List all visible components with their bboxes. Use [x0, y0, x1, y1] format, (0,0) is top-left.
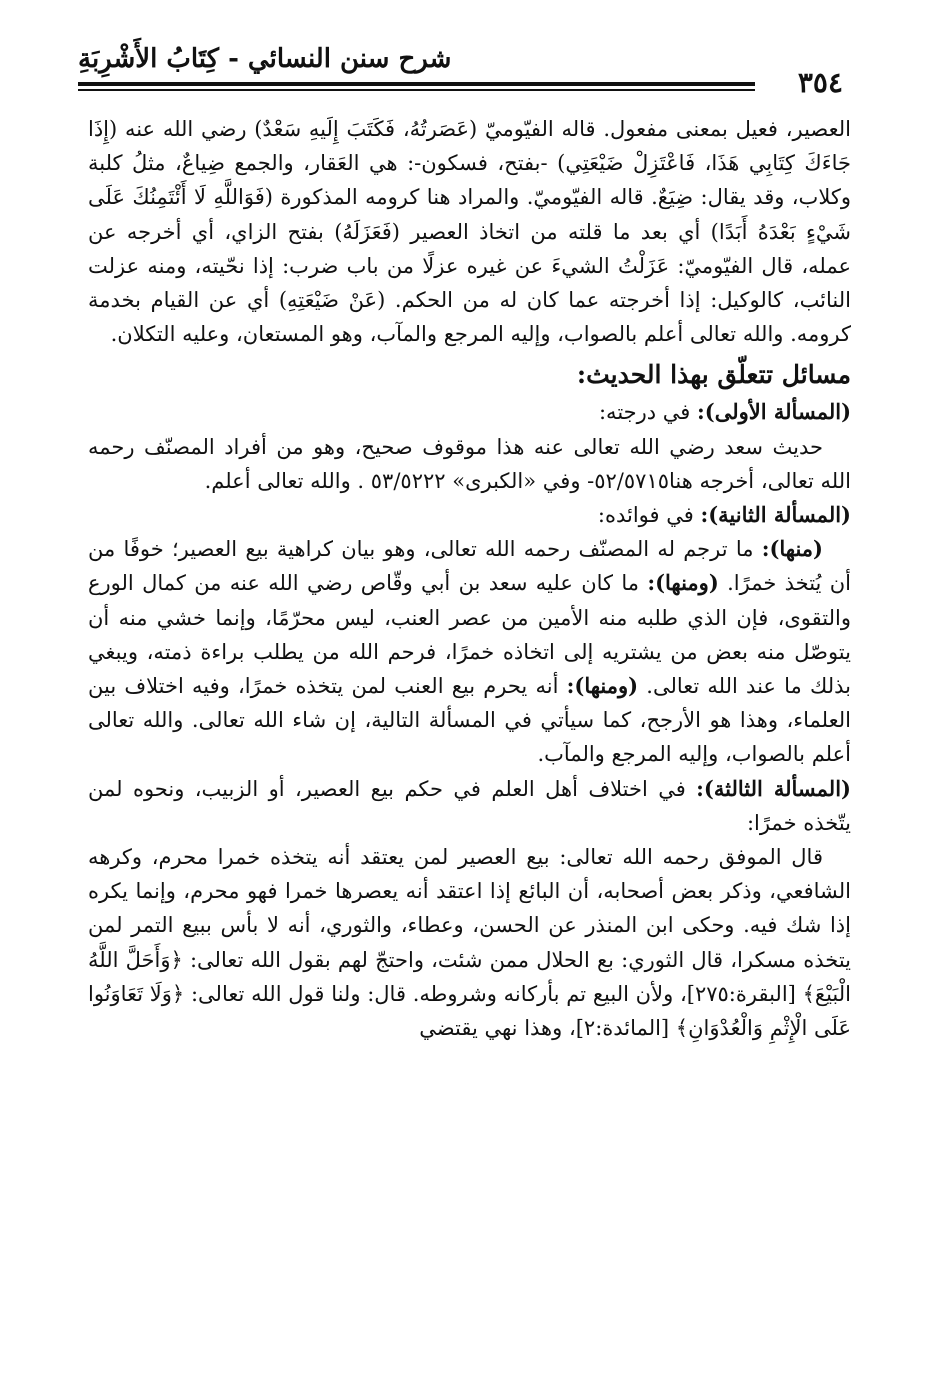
issue-3-text: في اختلاف أهل العلم في حكم بيع العصير، أو الزبيب، ونحوه لمن يتّخذه خمرًا:: [88, 776, 851, 835]
section-heading: مسائل تتعلّق بهذا الحديث:: [576, 360, 851, 390]
issue-2-text: في فوائده:: [597, 503, 694, 528]
benefit-2-label: (ومنها):: [647, 570, 719, 596]
issue-1: [88, 395, 851, 429]
benefit-1-label: (منها):: [761, 536, 823, 562]
paragraph-commentary: العصير، فعيل بمعنى مفعول. قاله الفيّوميّ (عَصَرتُهُ، فَكَتَبَ إِلَيهِ سَعْدٌ) رضي الله عنه (إِذَا جَاءَكَ كِتَابِي هَذَا، فَاعْتَزِلْ ضَيْعَتِي) -بفتح، فسكون-: هي العَقار، والجمع ضِياعٌ، مثلُ كلبة وكلاب، وقد يقال: ضِيَعٌ. قاله الفيّوميّ. والمراد هنا كرومه المذكورة (فَوَاللَّهِ لَا أَئْتَمِنُكَ عَلَى شَيْءٍ بَعْدَهُ أَبَدًا) أي بعد ما قلته من اتخاذ العصير (فَعَزَلَهُ) بفتح الزاي، أي أخرجه عن عمله، قال الفيّوميّ: عَزَلْتُ الشيءَ عن غيره عزلًا من باب ضرب: إذا نحّيته، ومنه عزلت النائب، كالوكيل: إذا أخرجته عما كان له من الحكم. (عَنْ ضَيْعَتِهِ) أي عن القيام بخدمة كرومه. والله تعالى أعلم بالصواب، وإليه المرجع والمآب، وهو المستعان، وعليه التكلان.: [88, 117, 851, 347]
header-rule-thin: [78, 89, 755, 91]
running-title: شرح سنن النسائي - كِتَابُ الأَشْرِبَةِ: [78, 44, 452, 74]
issue-2: [88, 498, 851, 532]
page-header: [78, 42, 851, 100]
issue-1-title: (المسألة الأولى):: [697, 399, 851, 425]
page-number: ٣٥٤: [797, 66, 843, 99]
paragraph-benefits: [88, 532, 851, 771]
issue-3-title: (المسألة الثالثة):: [696, 775, 851, 801]
body-text: [88, 112, 851, 1045]
benefit-3-text: أنه يحرم بيع العنب لمن يتخذه خمرًا، وفيه اختلاف بين العلماء، وهذا هو الأرجح، كما سيأتي في المسألة التالية، إن شاء الله تعالى. والله تعالى أعلم بالصواب، وإليه المرجع والمآب.: [88, 674, 851, 767]
issue-2-title: (المسألة الثانية):: [700, 502, 851, 528]
issue-3: [88, 772, 851, 840]
paragraph-grading: حديث سعد رضي الله تعالى عنه هذا موقوف صحيح، وهو من أفراد المصنّف رحمه الله تعالى، أخرجه هنا٥٢/٥٧١٥- وفي «الكبرى» ٥٣/٥٢٢٢ . والله تعالى أعلم.: [88, 434, 851, 493]
header-rule-thick: [78, 82, 755, 86]
benefit-3-label: (ومنها):: [566, 673, 639, 699]
issue-1-text: في درجته:: [598, 400, 691, 425]
paragraph-ruling: قال الموفق رحمه الله تعالى: بيع العصير لمن يعتقد أنه يتخذه خمرا محرم، وكرهه الشافعي، وذكر بعض أصحابه، أن البائع إذا اعتقد أنه يعصرها خمرا فهو محرم، وإنما يكره إذا شك فيه. وحكى ابن المنذر عن الحسن، وعطاء، والثوري، أنه لا بأس ببيع التمر لمن يتخذه مسكرا، قال الثوري: بع الحلال ممن شئت، واحتجّ لهم بقول الله تعالى: ﴿وَأَحَلَّ اللَّهُ الْبَيْعَ﴾ [البقرة:٢٧٥]، ولأن البيع تم بأركانه وشروطه. قال: ولنا قول الله تعالى: ﴿وَلَا تَعَاوَنُوا عَلَى الْإِثْمِ وَالْعُدْوَانِ﴾ [المائدة:٢]، وهذا نهي يقتضي: [88, 845, 851, 1041]
benefit-1-text: ما ترجم له المصنّف رحمه الله تعالى، وهو بيان كراهية بيع العصير؛ خوفًا من أن يُتخذ خمرًا.: [88, 537, 851, 596]
benefit-2-text: ما كان عليه سعد بن أبي وقّاص رضي الله عنه من كمال الورع والتقوى، فإن الذي طلبه منه الأمين من عصر العنب، ليس محرّمًا، وإنما خشي منه أن يتوصّل منه بعض من يشتريه إلى اتخاذه خمرًا، فرحم الله من يطلب براءة ذمته، ويبغي بذلك ما عند الله تعالى.: [88, 571, 851, 699]
